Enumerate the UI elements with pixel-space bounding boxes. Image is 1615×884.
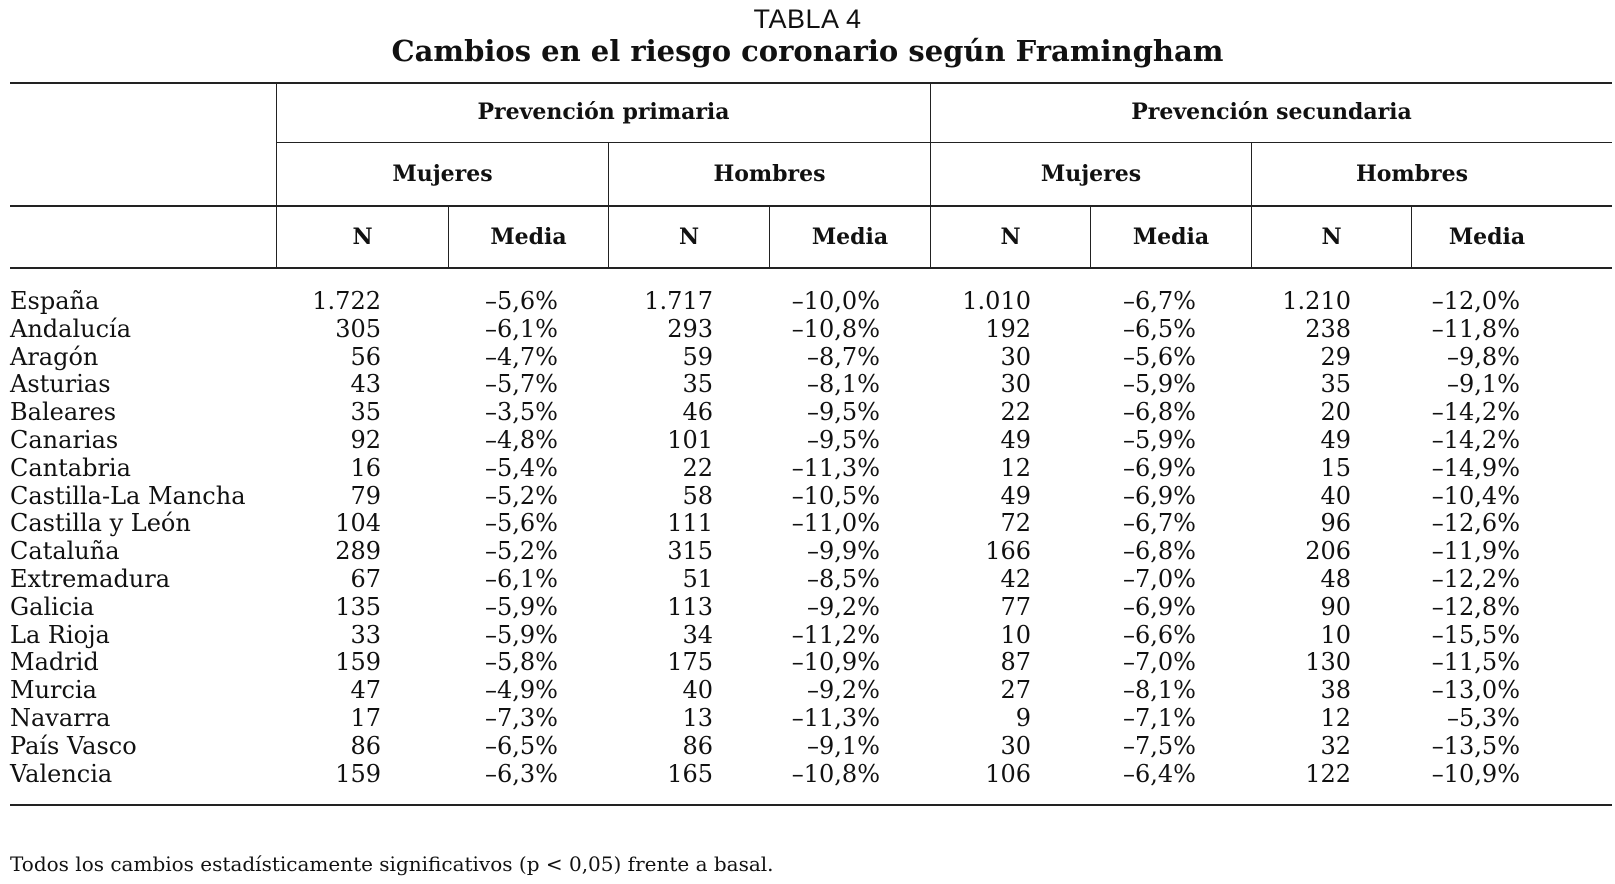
table-row [10, 676, 1612, 704]
n-cell: 56 [350, 342, 381, 371]
column-header-media: Media [1132, 224, 1210, 250]
n-cell: 192 [985, 314, 1031, 343]
table-caption: Cambios en el riesgo coronario según Framingham [391, 34, 1224, 68]
n-cell: 20 [1320, 398, 1351, 427]
media-cell: –5,6% [485, 509, 558, 538]
media-cell: –6,3% [485, 759, 558, 788]
media-cell: –5,8% [485, 648, 558, 677]
n-cell: 130 [1305, 648, 1351, 677]
media-cell: –5,9% [485, 620, 558, 649]
media-cell: –6,1% [485, 565, 558, 593]
n-cell: 35 [350, 398, 381, 427]
media-cell: –7,3% [485, 704, 558, 732]
column-header-n: N [352, 224, 373, 250]
table-row [10, 593, 1612, 621]
table-row [10, 287, 1612, 315]
n-cell: 10 [1000, 620, 1031, 649]
media-cell: –9,2% [807, 592, 880, 621]
n-cell: 90 [1320, 592, 1351, 621]
region-cell: Madrid [10, 648, 99, 677]
column-header-n: N [1321, 224, 1342, 250]
media-cell: –12,2% [1431, 565, 1520, 593]
media-cell: –12,8% [1431, 592, 1520, 621]
media-cell: –5,7% [485, 370, 558, 399]
media-cell: –5,6% [485, 287, 558, 315]
media-cell: –12,0% [1431, 287, 1520, 315]
media-cell: –11,2% [791, 620, 880, 649]
table-row [10, 732, 1612, 760]
n-cell: 15 [1320, 453, 1351, 482]
n-cell: 86 [350, 731, 381, 760]
n-cell: 106 [985, 759, 1031, 788]
media-cell: –10,0% [791, 287, 880, 315]
n-cell: 34 [682, 620, 713, 649]
n-cell: 111 [667, 509, 713, 538]
n-cell: 12 [1320, 704, 1351, 732]
media-cell: –14,2% [1431, 398, 1520, 427]
n-cell: 77 [1000, 592, 1031, 621]
n-cell: 122 [1305, 759, 1351, 788]
n-cell: 51 [682, 565, 713, 593]
table-row [10, 426, 1612, 454]
n-cell: 22 [1000, 398, 1031, 427]
subgroup-header: Mujeres [1040, 161, 1142, 187]
table-row [10, 704, 1612, 732]
n-cell: 12 [1000, 453, 1031, 482]
n-cell: 40 [1320, 481, 1351, 510]
region-cell: Murcia [10, 676, 97, 705]
n-cell: 238 [1305, 314, 1351, 343]
subgroup-rule [10, 205, 1612, 207]
region-cell: Asturias [10, 370, 111, 399]
region-cell: España [10, 287, 100, 315]
n-cell: 30 [1000, 370, 1031, 399]
region-cell: Castilla-La Mancha [10, 481, 246, 510]
media-cell: –14,9% [1431, 453, 1520, 482]
n-cell: 58 [682, 481, 713, 510]
media-cell: –5,9% [1123, 426, 1196, 454]
media-cell: –6,5% [1123, 314, 1196, 343]
table-row [10, 454, 1612, 482]
n-cell: 9 [1015, 704, 1031, 732]
subgroup-header: Hombres [1355, 161, 1469, 187]
subgroup-header: Mujeres [392, 161, 493, 187]
media-cell: –9,9% [807, 537, 880, 566]
subgroup-header: Hombres [713, 161, 826, 187]
n-cell: 72 [1000, 509, 1031, 538]
n-cell: 49 [1320, 426, 1351, 454]
n-cell: 59 [682, 342, 713, 371]
media-cell: –10,9% [1431, 759, 1520, 788]
n-cell: 35 [1320, 370, 1351, 399]
media-cell: –14,2% [1431, 426, 1520, 454]
media-cell: –6,5% [485, 731, 558, 760]
n-cell: 67 [350, 565, 381, 593]
table-label: TABLA 4 [753, 4, 862, 34]
media-cell: –5,3% [1447, 704, 1520, 732]
media-cell: –8,5% [807, 565, 880, 593]
column-header-media: Media [1448, 224, 1526, 250]
n-cell: 29 [1320, 342, 1351, 371]
region-cell: País Vasco [10, 731, 137, 760]
n-cell: 206 [1305, 537, 1351, 566]
n-cell: 47 [350, 676, 381, 705]
table-row [10, 537, 1612, 565]
table-row [10, 370, 1612, 398]
media-cell: –11,3% [791, 704, 880, 732]
media-cell: –5,9% [1123, 370, 1196, 399]
n-cell: 113 [667, 592, 713, 621]
n-cell: 175 [667, 648, 713, 677]
region-cell: La Rioja [10, 620, 110, 649]
n-cell: 43 [350, 370, 381, 399]
n-cell: 104 [335, 509, 381, 538]
region-cell: Andalucía [10, 314, 132, 343]
media-cell: –11,3% [791, 453, 880, 482]
n-cell: 33 [350, 620, 381, 649]
n-cell: 92 [350, 426, 381, 454]
media-cell: –9,1% [807, 731, 880, 760]
table-row [10, 482, 1612, 510]
table-footnote: Todos los cambios estadísticamente significativos (p < 0,05) frente a basal. [10, 852, 774, 876]
n-cell: 30 [1000, 731, 1031, 760]
n-cell: 22 [682, 453, 713, 482]
n-cell: 1.010 [962, 287, 1031, 315]
media-cell: –11,5% [1431, 648, 1520, 677]
n-cell: 10 [1320, 620, 1351, 649]
media-cell: –6,8% [1123, 398, 1196, 427]
media-cell: –5,9% [485, 592, 558, 621]
bottom-rule [10, 804, 1612, 806]
n-cell: 1.717 [644, 287, 713, 315]
n-cell: 42 [1000, 565, 1031, 593]
media-cell: –6,9% [1123, 481, 1196, 510]
media-cell: –10,8% [791, 759, 880, 788]
n-cell: 32 [1320, 731, 1351, 760]
table-row [10, 315, 1612, 343]
media-cell: –9,8% [1447, 342, 1520, 371]
n-cell: 13 [682, 704, 713, 732]
media-cell: –9,5% [807, 398, 880, 427]
media-cell: –10,9% [791, 648, 880, 677]
media-cell: –3,5% [485, 398, 558, 427]
n-cell: 27 [1000, 676, 1031, 705]
media-cell: –7,0% [1123, 648, 1196, 677]
media-cell: –6,8% [1123, 537, 1196, 566]
region-cell: Extremadura [10, 565, 171, 593]
n-cell: 101 [667, 426, 713, 454]
n-cell: 35 [682, 370, 713, 399]
region-cell: Aragón [10, 342, 99, 371]
region-cell: Galicia [10, 592, 95, 621]
media-cell: –4,7% [485, 342, 558, 371]
n-cell: 49 [1000, 481, 1031, 510]
column-header-media: Media [811, 224, 889, 250]
media-cell: –7,0% [1123, 565, 1196, 593]
column-header-media: Media [490, 224, 567, 250]
n-cell: 305 [335, 314, 381, 343]
table-row [10, 398, 1612, 426]
n-cell: 86 [682, 731, 713, 760]
table-row [10, 565, 1612, 593]
media-cell: –6,6% [1123, 620, 1196, 649]
region-cell: Cataluña [10, 537, 120, 566]
media-cell: –15,5% [1431, 620, 1520, 649]
media-cell: –6,7% [1123, 287, 1196, 315]
n-cell: 40 [682, 676, 713, 705]
n-cell: 159 [335, 759, 381, 788]
region-cell: Baleares [10, 398, 117, 427]
n-cell: 315 [667, 537, 713, 566]
media-cell: –11,8% [1431, 314, 1520, 343]
media-cell: –13,5% [1431, 731, 1520, 760]
media-cell: –6,4% [1123, 759, 1196, 788]
media-cell: –6,7% [1123, 509, 1196, 538]
column-header-n: N [1000, 224, 1021, 250]
media-cell: –4,9% [485, 676, 558, 705]
table-row [10, 760, 1612, 788]
table-row [10, 648, 1612, 676]
region-cell: Cantabria [10, 453, 131, 482]
group-rule [277, 142, 1612, 143]
n-cell: 96 [1320, 509, 1351, 538]
media-cell: –8,7% [807, 342, 880, 371]
region-cell: Castilla y León [10, 509, 191, 538]
media-cell: –8,1% [807, 370, 880, 399]
media-cell: –10,5% [791, 481, 880, 510]
region-cell: Navarra [10, 704, 111, 732]
media-cell: –13,0% [1431, 676, 1520, 705]
table-row [10, 509, 1612, 537]
media-cell: –4,8% [485, 426, 558, 454]
n-cell: 1.210 [1282, 287, 1351, 315]
n-cell: 16 [350, 453, 381, 482]
n-cell: 30 [1000, 342, 1031, 371]
media-cell: –5,2% [485, 481, 558, 510]
n-cell: 293 [667, 314, 713, 343]
media-cell: –9,2% [807, 676, 880, 705]
top-rule [10, 82, 1612, 84]
media-cell: –9,5% [807, 426, 880, 454]
media-cell: –9,1% [1447, 370, 1520, 399]
media-cell: –10,4% [1431, 481, 1520, 510]
media-cell: –6,1% [485, 314, 558, 343]
region-cell: Canarias [10, 426, 119, 454]
group-header-primary: Prevención primaria [477, 99, 730, 125]
media-cell: –10,8% [791, 314, 880, 343]
column-header-n: N [678, 224, 700, 250]
media-cell: –12,6% [1431, 509, 1520, 538]
table-row [10, 621, 1612, 649]
n-cell: 165 [667, 759, 713, 788]
n-cell: 49 [1000, 426, 1031, 454]
media-cell: –5,2% [485, 537, 558, 566]
media-cell: –5,6% [1123, 342, 1196, 371]
n-cell: 87 [1000, 648, 1031, 677]
group-header-secondary: Prevención secundaria [1131, 99, 1412, 125]
media-cell: –11,9% [1431, 537, 1520, 566]
n-cell: 135 [335, 592, 381, 621]
n-cell: 159 [335, 648, 381, 677]
n-cell: 17 [350, 704, 381, 732]
media-cell: –6,9% [1123, 592, 1196, 621]
n-cell: 289 [335, 537, 381, 566]
n-cell: 79 [350, 481, 381, 510]
media-cell: –7,5% [1123, 731, 1196, 760]
n-cell: 48 [1320, 565, 1351, 593]
media-cell: –11,0% [791, 509, 880, 538]
media-cell: –5,4% [485, 453, 558, 482]
header-bottom-rule [10, 267, 1612, 269]
region-cell: Valencia [10, 759, 113, 788]
media-cell: –8,1% [1123, 676, 1196, 705]
n-cell: 166 [985, 537, 1031, 566]
n-cell: 1.722 [312, 287, 381, 315]
n-cell: 38 [1320, 676, 1351, 705]
table-row [10, 343, 1612, 371]
n-cell: 46 [682, 398, 713, 427]
media-cell: –6,9% [1123, 453, 1196, 482]
media-cell: –7,1% [1123, 704, 1196, 732]
